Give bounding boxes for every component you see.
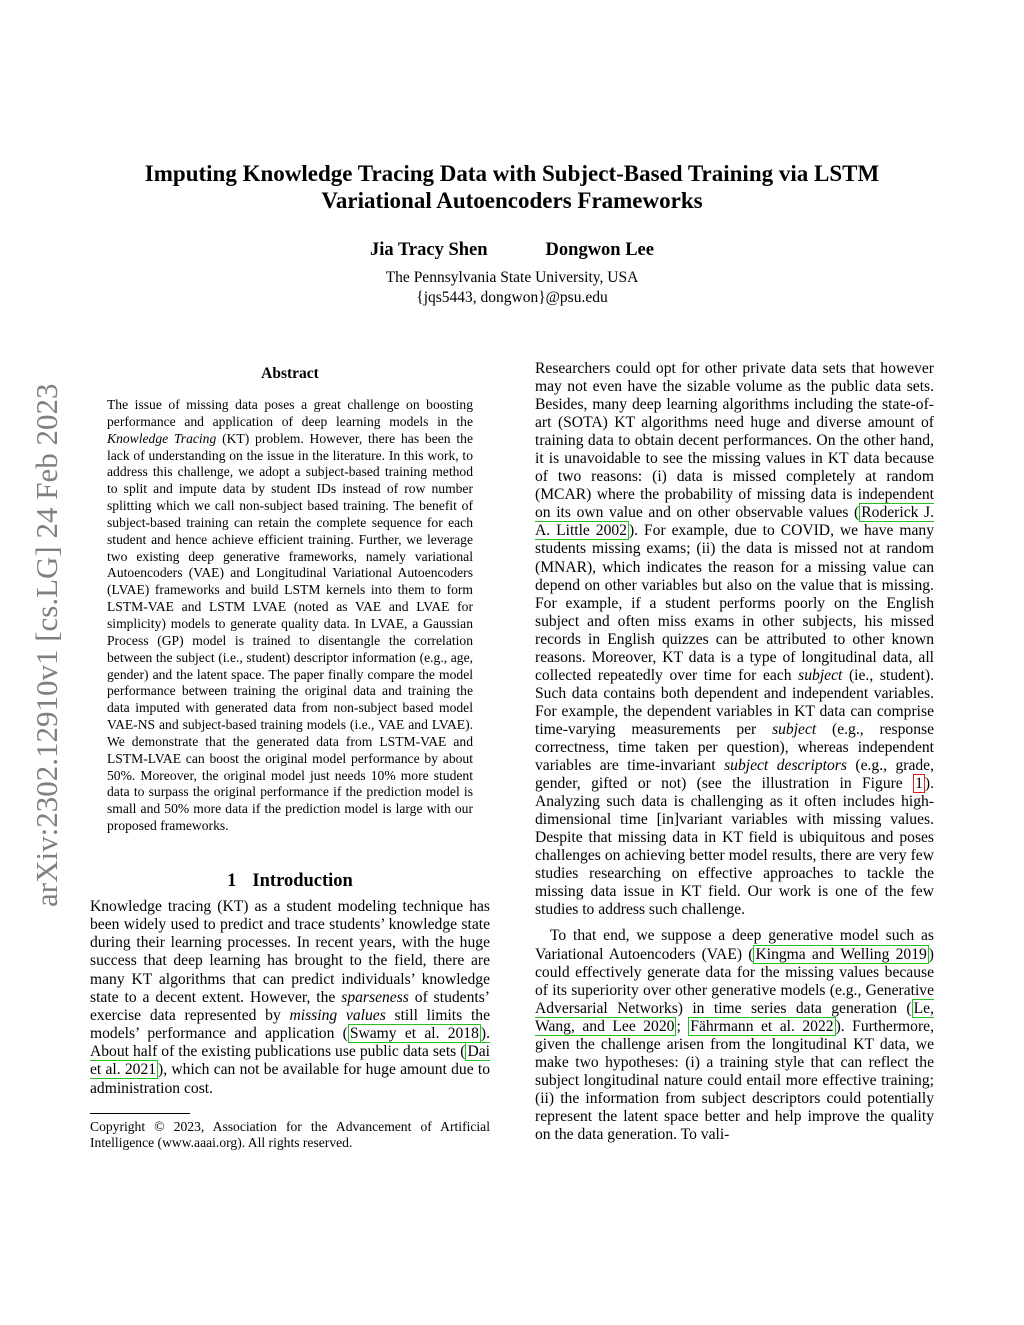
- author-name: Jia Tracy Shen: [370, 240, 488, 260]
- abstract-heading: Abstract: [261, 365, 319, 382]
- paper-title-line-1: Imputing Knowledge Tracing Data with Subject-Based Training via LSTM: [144, 161, 880, 186]
- body-paragraph: To that end, we suppose a deep generative model such as Variational Autoencoders (VAE) ( Kingma and Welling 2019 ) could effectively generate data for the missing values because of its superiority over other generative models (e.g., Generative Adversarial Networks) in time series data generation ( Le, Wang, and Lee 2020 ; Fährmann et al. 2022 ). Furthermore, given the challenge arisen from the longitudinal KT data, we make two hypotheses: (i) a training style that can reflect the subject longitudinal nature could entail more effective training; (ii) the information from subject descriptors could potentially represent the latent space better and help improve the quality on the data generation. To vali-: [535, 927, 934, 1143]
- paper-title-line-2: Variational Autoencoders Frameworks: [321, 188, 703, 213]
- author-list: [0, 238, 1024, 262]
- figure-reference-link[interactable]: 1: [915, 775, 923, 793]
- left-column: [90, 364, 490, 1151]
- right-column: [535, 360, 934, 1144]
- body-paragraph: Researchers could opt for other private data sets that however may not even have the sizable volume as the public data sets. Besides, many deep learning algorithms including the state-of-art (SOTA) KT algorithms need huge and diverse amount of training data to obtain decent performances. On the other hand, it is unavoidable to see the missing values in KT data because of two reasons: (i) data is missed completely at random (MCAR) where the probability of missing data is independent on its own value and on other observable values ( Roderick J. A. Little 2002 ). For example, due to COVID, we have many students missing exams; (ii) the data is missed not at random (MNAR), which indicates the reason for a missing value can depend on other variables but also on the value that is missing. For example, if a student performs poorly on the English subject and often miss exams in other subjects, his missed records in English quizzes can be attributed to other known reasons. Moreover, KT data is a type of longitudinal data, all collected repeatedly over time for each subject (ie., student). Such data contains both dependent and independent variables. For example, the dependent variables in KT data can comprise time-varying measurements per subject (e.g., response correctness, time taken per question), whereas independent variables are time-invariant subject descriptors (e.g., grade, gender, gifted or not) (see the illustration in Figure 1 ). Analyzing such data is challenging as it often includes high-dimensional time [in]variant variables with missing values. Despite that missing data in KT field is ubiquitous and poses challenges on achieving better model results, there are very few studies researching on effective approaches to tackle the missing data issue in KT field. Our work is one of the few studies to address such challenge.: [535, 360, 935, 919]
- abstract-text: The issue of missing data poses a great challenge on boosting performance and application of deep learning models in the Knowledge Tracing (KT) problem. However, there has been the lack of understanding on the issue in the literature. In this work, to address this challenge, we adopt a subject-based training method to split and impute data by student IDs instead of row number splitting which we call non-subject based training. The benefit of subject-based training can retain the complete sequence for each student and hence achieve efficient training. Further, we leverage two existing deep generative frameworks, namely variational Autoencoders (VAE) and Longitudinal Variational Autoencoders (LVAE) frameworks and build LSTM kernels into them to form LSTM-VAE and LSTM LVAE (noted as VAE and LVAE for simplicity) models to generate quality data. In LVAE, a Gaussian Process (GP) model is trained to disentangle the correlation between the subject (i.e., student) descriptor information (e.g., age, gender) and the latent space. The paper finally compare the model performance between training the original data and training the data imputed with generated data from non-subject based model VAE-NS and subject-based training models (i.e., VAE and LVAE). We demonstrate that the generated data from LSTM-VAE and LSTM-LVAE can boost the original model performance by about 50%. Moreover, the original model just needs 10% more student data to surpass the original performance if the prediction model is small and 50% more data if the prediction model is large with our proposed frameworks.: [107, 397, 473, 834]
- copyright-footnote: Copyright © 2023, Association for the Advancement of Artificial Intelligence (www.aaai.org). All rights reserved.: [90, 1118, 490, 1150]
- section-heading: [90, 869, 490, 893]
- paper-title: [100, 160, 924, 214]
- citation-link[interactable]: Fährmann et al. 2022: [690, 1017, 834, 1035]
- section-number: 1: [227, 870, 237, 891]
- section-title: Introduction: [252, 870, 353, 891]
- introduction-paragraph: Knowledge tracing (KT) as a student modeling technique has been widely used to predict and trace students’ knowledge state during their learning processes. In recent years, with the huge success that deep learning has brought to the field, there are many KT algorithms that can predict individuals’ knowledge state to a decent extent. However, the sparseness of students’ exercise data represented by missing values still limits the models’ performance and application ( Swamy et al. 2018 ). About half of the existing publications use public data sets ( Dai et al. 2021 ), which can not be available for huge amount due to administration cost.: [90, 897, 490, 1097]
- citation-link[interactable]: Dai et al. 2021: [90, 1043, 490, 1079]
- affiliation: The Pennsylvania State University, USA: [385, 269, 639, 286]
- affiliation-block: [0, 268, 1024, 308]
- citation-link[interactable]: Swamy et al. 2018: [349, 1025, 479, 1043]
- author-name: Dongwon Lee: [545, 240, 654, 260]
- arxiv-identifier-sidebar: arXiv:2302.12910v1 [cs.LG] 24 Feb 2023: [29, 383, 64, 907]
- citation-link[interactable]: Roderick J. A. Little 2002: [535, 504, 934, 540]
- citation-link[interactable]: Kingma and Welling 2019: [755, 945, 927, 963]
- citation-link[interactable]: Le, Wang, and Lee 2020: [535, 999, 934, 1035]
- author-email: {jqs5443, dongwon}@psu.edu: [416, 289, 608, 306]
- footnote-rule: [90, 1113, 190, 1114]
